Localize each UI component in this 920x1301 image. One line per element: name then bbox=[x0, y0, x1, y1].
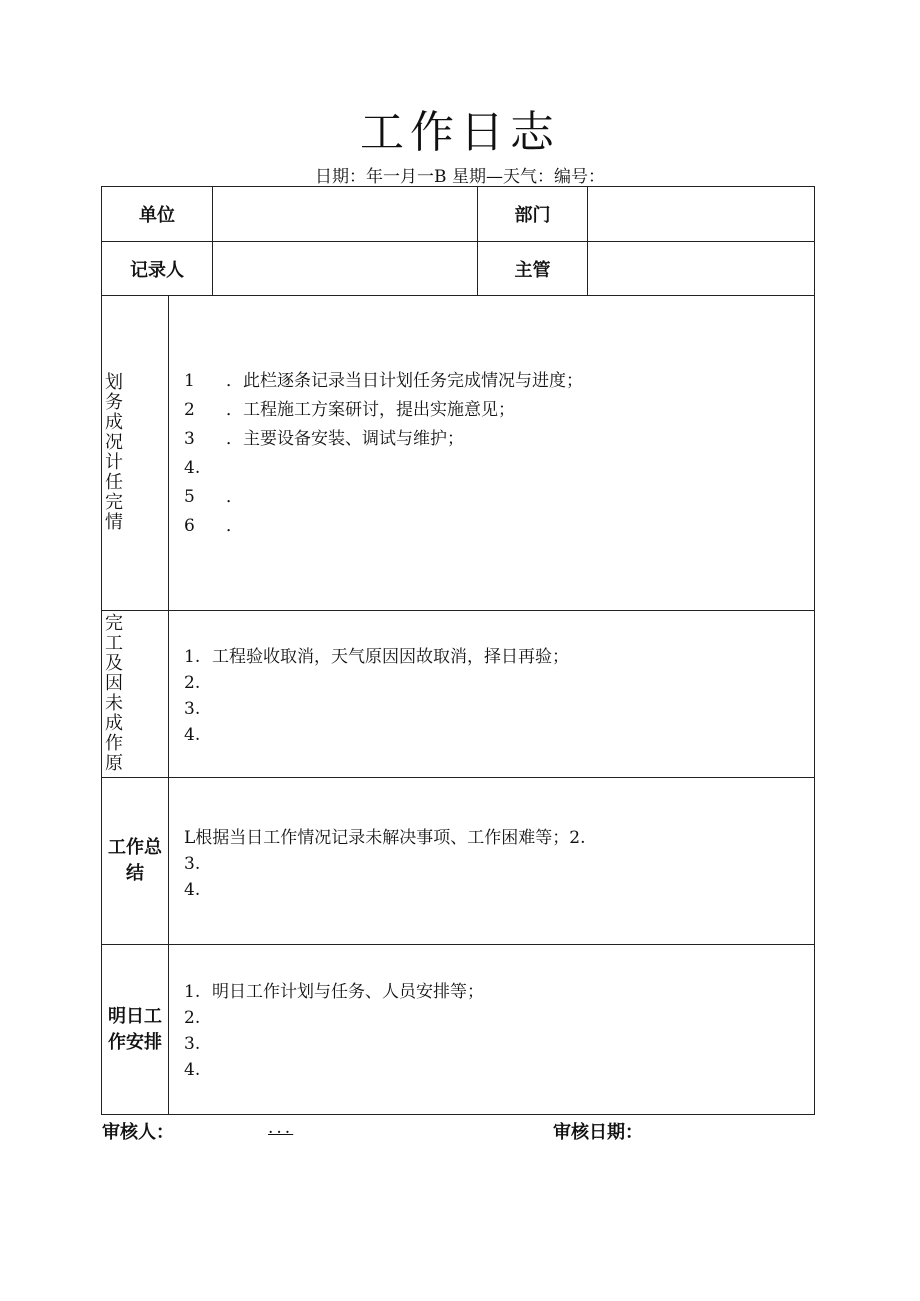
list-item: 2 ．工程施工方案研讨，提出实施意见； bbox=[184, 400, 515, 420]
tomorrow-section-label: 明日工作安排 bbox=[108, 1005, 162, 1053]
log-table bbox=[101, 186, 815, 1115]
col-divider bbox=[168, 295, 169, 1114]
list-item: 4. bbox=[184, 1060, 201, 1080]
unfinished-items[interactable] bbox=[184, 644, 569, 748]
list-item: 2. bbox=[184, 1008, 201, 1028]
recorder-label: 记录人 bbox=[130, 259, 184, 281]
row-divider bbox=[102, 610, 814, 611]
reviewer-label: 审核人： bbox=[102, 1122, 174, 1143]
reviewer-field[interactable]: ... bbox=[268, 1118, 294, 1138]
list-item: 6 ． bbox=[184, 516, 243, 536]
summary-items[interactable] bbox=[184, 825, 586, 903]
unit-field[interactable] bbox=[213, 187, 477, 241]
list-item: 3. bbox=[184, 1034, 201, 1054]
list-item: 5 ． bbox=[184, 487, 243, 507]
list-item: 3. bbox=[184, 854, 201, 874]
list-item: 4. bbox=[184, 725, 201, 745]
row-divider bbox=[102, 295, 814, 296]
list-item: L根据当日工作情况记录未解决事项、工作困难等；2. bbox=[184, 828, 586, 848]
list-item: 1. 明日工作计划与任务、人员安排等； bbox=[184, 982, 484, 1002]
unfinished-section-label: 完工及因未成作原 bbox=[105, 613, 123, 774]
list-item: 3 ．主要设备安装、调试与维护； bbox=[184, 429, 464, 449]
summary-section-label: 工作总结 bbox=[108, 837, 162, 884]
recorder-field[interactable] bbox=[213, 242, 477, 295]
supervisor-label: 主管 bbox=[514, 259, 551, 281]
tomorrow-items[interactable] bbox=[184, 979, 484, 1083]
list-item: 2. bbox=[184, 673, 201, 693]
list-item: 4. bbox=[184, 880, 201, 900]
list-item: 4. bbox=[184, 458, 201, 478]
supervisor-field[interactable] bbox=[588, 242, 814, 295]
list-item: 3. bbox=[184, 699, 201, 719]
review-date-label: 审核日期： bbox=[553, 1122, 643, 1143]
meta-line: 日期：年一月一B 星期—天气：编号： bbox=[315, 167, 605, 187]
row-divider bbox=[102, 944, 814, 945]
plan-section-label: 划务成况计任完情 bbox=[105, 372, 123, 533]
dept-field[interactable] bbox=[588, 187, 814, 241]
row-divider bbox=[102, 777, 814, 778]
list-item: 1. 工程验收取消，天气原因因故取消，择日再验； bbox=[184, 647, 569, 667]
list-item: 1 ．此栏逐条记录当日计划任务完成情况与进度； bbox=[184, 371, 583, 391]
unit-label: 单位 bbox=[139, 205, 175, 226]
plan-items[interactable] bbox=[184, 367, 583, 541]
page-title: 工作日志 bbox=[360, 107, 560, 158]
dept-label: 部门 bbox=[514, 205, 551, 226]
